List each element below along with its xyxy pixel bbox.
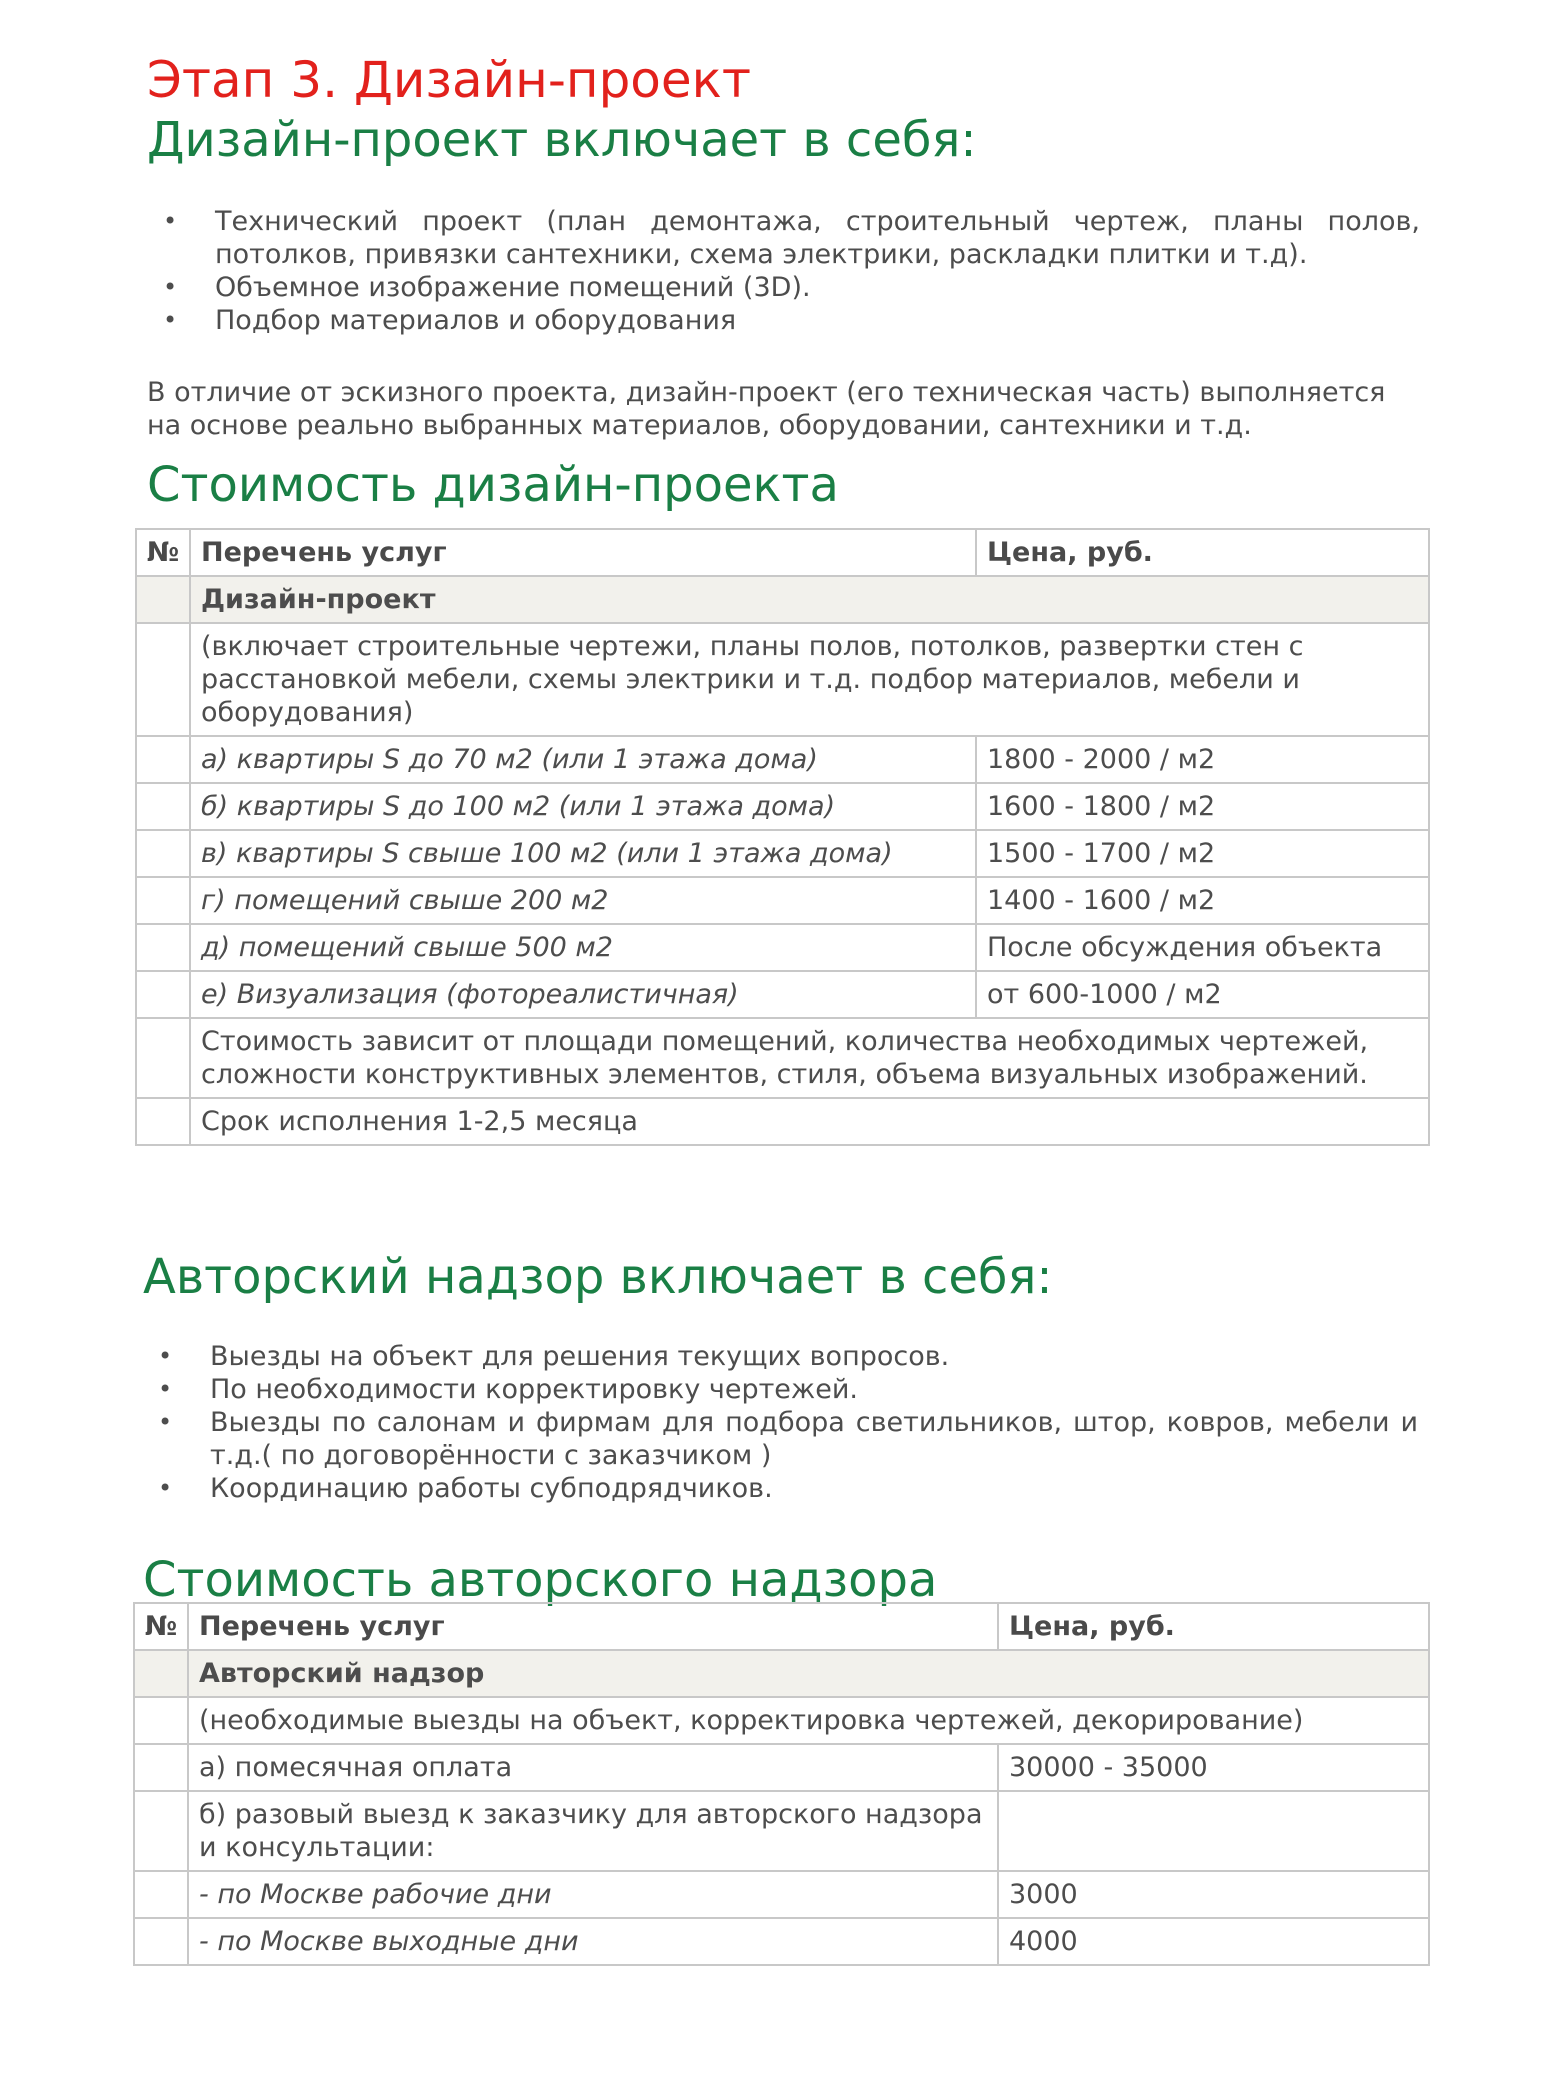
design-includes-list	[163, 205, 1420, 337]
cost-note: Стоимость зависит от площади помещений, количества необходимых чертежей, сложности конструктивных элементов, стиля, объема визуальных изображений.	[190, 1018, 1429, 1098]
list-item: • Выезды по салонам и фирмам для подбора светильников, штор, ковров, мебели и т.д.( по договорённости с заказчиком )	[158, 1407, 1418, 1471]
table-row	[136, 783, 1429, 830]
table-row	[136, 1098, 1429, 1145]
price-cell: 1800 - 2000 / м2	[976, 736, 1429, 783]
col-price-header: Цена, руб.	[998, 1603, 1429, 1650]
supervision-list	[158, 1340, 1418, 1505]
table-section-row	[136, 576, 1429, 623]
design-price-table	[135, 528, 1430, 1146]
table-row	[134, 1791, 1429, 1871]
table-row	[136, 1018, 1429, 1098]
price-cell	[998, 1791, 1429, 1871]
bullet-icon: •	[158, 1408, 173, 1436]
price-cell: от 600-1000 / м2	[976, 971, 1429, 1018]
supervision-price-table	[133, 1602, 1430, 1966]
service-cell: в) квартиры S свыше 100 м2 (или 1 этажа дома)	[190, 830, 976, 877]
term-note: Срок исполнения 1-2,5 месяца	[190, 1098, 1429, 1145]
bullet-icon: •	[158, 1375, 173, 1403]
table-row	[136, 877, 1429, 924]
design-cost-heading: Стоимость дизайн-проекта	[147, 457, 839, 513]
table-row	[136, 830, 1429, 877]
col-service-header: Перечень услуг	[188, 1603, 998, 1650]
table-row	[136, 971, 1429, 1018]
supervision-cost-heading: Стоимость авторского надзора	[143, 1552, 938, 1608]
table-header-row	[134, 1603, 1429, 1650]
design-includes-heading: Дизайн-проект включает в себя:	[147, 112, 977, 168]
bullet-icon: •	[158, 1342, 173, 1370]
table-row	[136, 736, 1429, 783]
design-note: В отличие от эскизного проекта, дизайн-проект (его техническая часть) выполняется на основе реально выбранных материалов, оборудовании, сантехники и т.д.	[147, 377, 1386, 441]
price-cell: 3000	[998, 1871, 1429, 1918]
table-row	[134, 1871, 1429, 1918]
price-cell: 1400 - 1600 / м2	[976, 877, 1429, 924]
service-cell: б) разовый выезд к заказчику для авторского надзора и консультации:	[188, 1791, 998, 1871]
section-description: (необходимые выезды на объект, корректировка чертежей, декорирование)	[188, 1697, 1429, 1744]
price-cell: 4000	[998, 1918, 1429, 1965]
list-item: • Подбор материалов и оборудования	[163, 305, 737, 336]
price-cell: 30000 - 35000	[998, 1744, 1429, 1791]
service-cell: б) квартиры S до 100 м2 (или 1 этажа дома)	[190, 783, 976, 830]
bullet-icon: •	[163, 306, 178, 334]
price-cell: После обсуждения объекта	[976, 924, 1429, 971]
list-item: • Объемное изображение помещений (3D).	[163, 272, 811, 303]
table-header-row	[136, 529, 1429, 576]
service-cell: - по Москве выходные дни	[188, 1918, 998, 1965]
col-price-header: Цена, руб.	[976, 529, 1429, 576]
service-cell: а) квартиры S до 70 м2 (или 1 этажа дома)	[190, 736, 976, 783]
bullet-icon: •	[163, 207, 178, 235]
bullet-icon: •	[163, 273, 178, 301]
list-item: • По необходимости корректировку чертежей.	[158, 1374, 858, 1405]
table-row	[134, 1697, 1429, 1744]
table-row	[134, 1918, 1429, 1965]
col-num-header: №	[134, 1603, 188, 1650]
service-cell: а) помесячная оплата	[188, 1744, 998, 1791]
price-cell: 1500 - 1700 / м2	[976, 830, 1429, 877]
service-cell: г) помещений свыше 200 м2	[190, 877, 976, 924]
table-row	[136, 924, 1429, 971]
stage-title: Этап 3. Дизайн-проект	[147, 51, 751, 109]
table-row	[136, 623, 1429, 736]
col-service-header: Перечень услуг	[190, 529, 976, 576]
service-cell: - по Москве рабочие дни	[188, 1871, 998, 1918]
service-cell: е) Визуализация (фотореалистичная)	[190, 971, 976, 1018]
section-description: (включает строительные чертежи, планы полов, потолков, развертки стен с расстановкой мебели, схемы электрики и т.д. подбор материалов, мебели и оборудования)	[190, 623, 1429, 736]
list-item: • Выезды на объект для решения текущих вопросов.	[158, 1341, 950, 1372]
price-cell: 1600 - 1800 / м2	[976, 783, 1429, 830]
list-item: • Координацию работы субподрядчиков.	[158, 1473, 773, 1504]
service-cell: д) помещений свыше 500 м2	[190, 924, 976, 971]
section-title: Дизайн-проект	[190, 576, 1429, 623]
col-num-header: №	[136, 529, 190, 576]
section-title: Авторский надзор	[188, 1650, 1429, 1697]
table-section-row	[134, 1650, 1429, 1697]
list-item: • Технический проект (план демонтажа, строительный чертеж, планы полов, потолков, привязки сантехники, схема электрики, раскладки плитки и т.д).	[163, 206, 1420, 270]
table-row	[134, 1744, 1429, 1791]
bullet-icon: •	[158, 1474, 173, 1502]
supervision-includes-heading: Авторский надзор включает в себя:	[143, 1249, 1053, 1305]
